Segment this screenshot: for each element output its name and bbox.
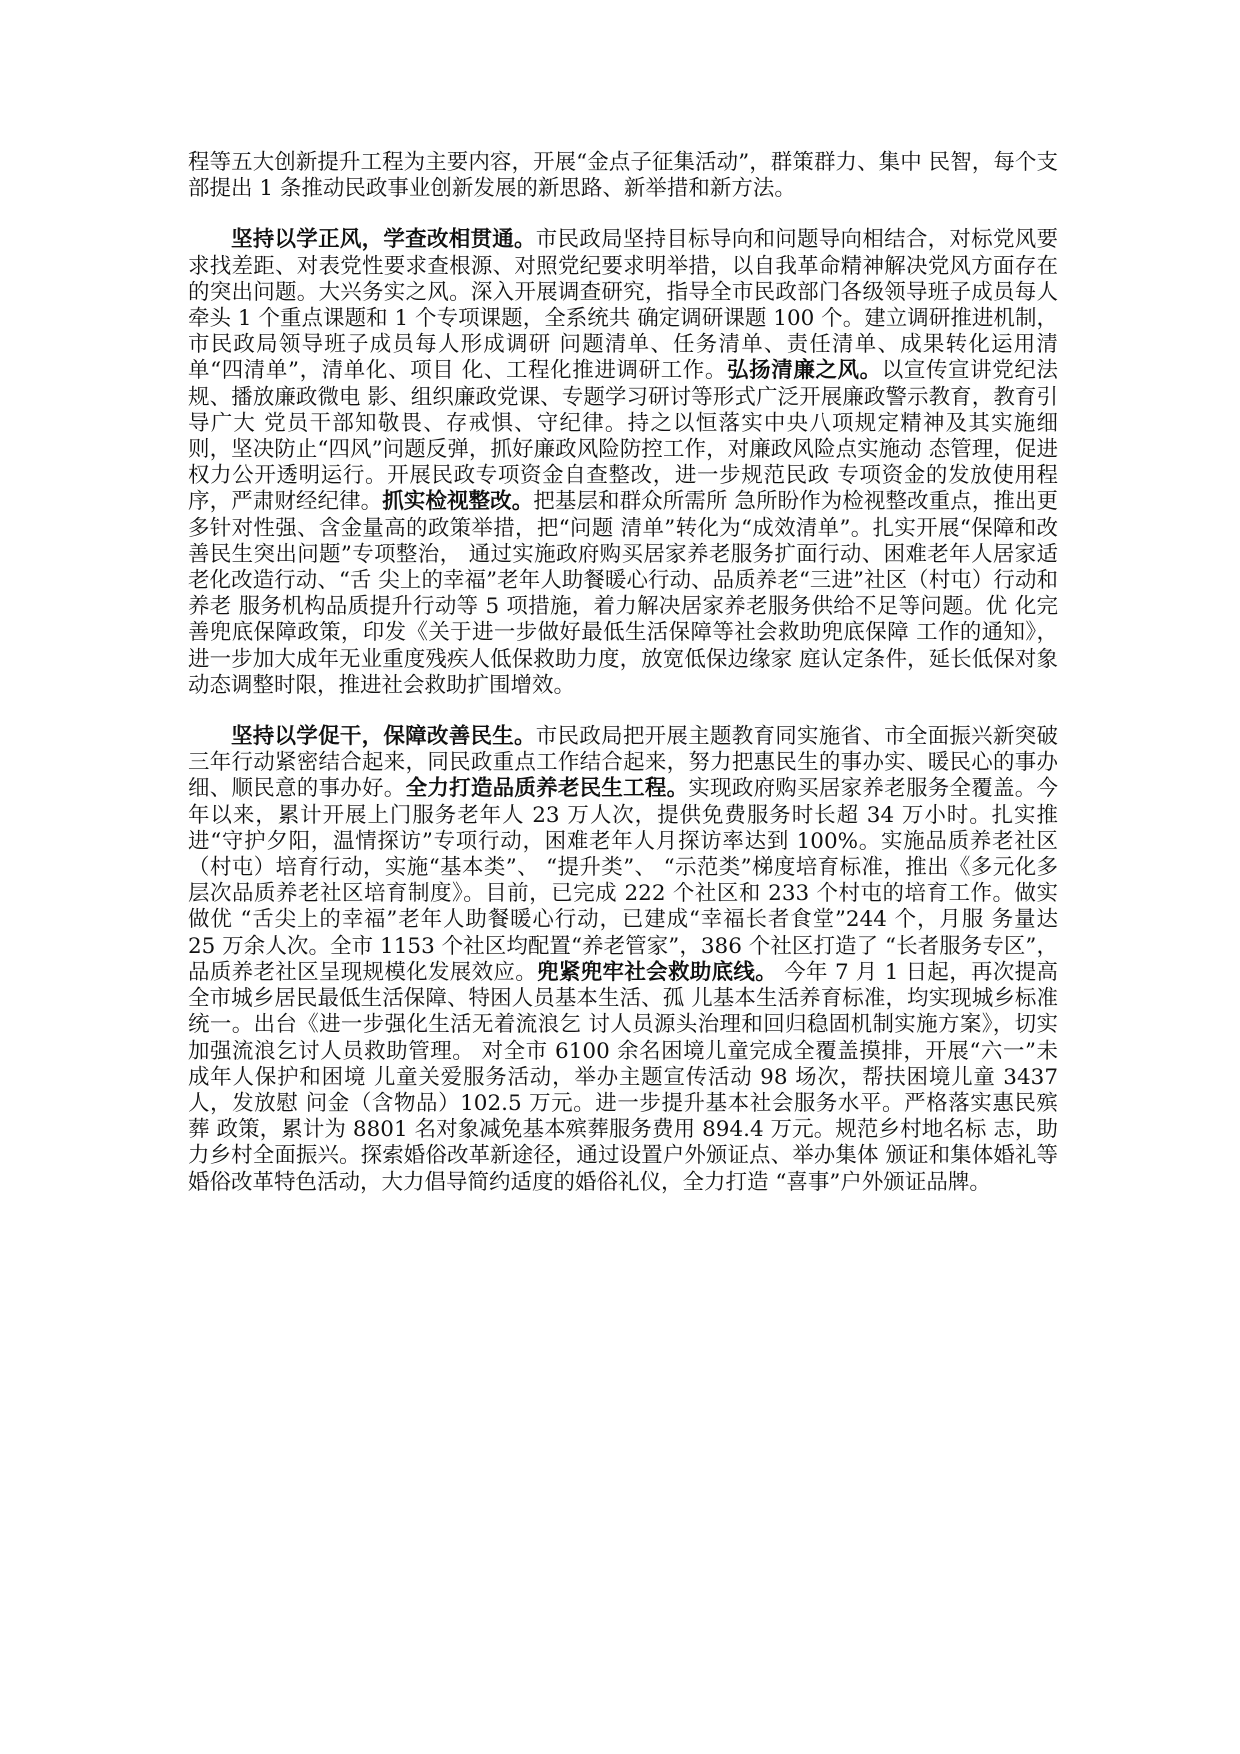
- paragraph-rectify-style: [188, 227, 1058, 699]
- body-text: 以宣传宣讲党纪法规、播放廉政微电 影、组织廉政党课、专题学习研讨等形式广泛开展廉政警示教育，教育引导广大 党员干部知敬畏、存戒惧、守纪律。持之以恒落实中央八项规定精神及其实施细 则，坚决防止“四风”问题反弹，抓好廉政风险防控工作，对廉政风险点实施动 态管理，促进权力公开透明运行。开展民政专项资金自查整改，进一步规范民政 专项资金的发放使用程序，严肃财经纪律。: [188, 358, 1058, 515]
- body-text: 今年 7 月 1 日起，再次提高全市城乡居民最低生活保障、特困人员基本生活、孤 儿基本生活养育标准，均实现城乡标准统一。出台《进一步强化生活无着流浪乞 讨人员源头治理和回归稳固机制实施方案》，切实加强流浪乞讨人员救助管理。 对全市 6100 余名困境儿童完成全覆盖摸排，开展“六一”未成年人保护和困境 儿童关爱服务活动，举办主题宣传活动 98 场次，帮扶困境儿童 3437 人，发放慰 问金（含物品）102.5 万元。进一步提升基本社会服务水平。严格落实惠民殡葬 政策，累计为 8801 名对象减免基本殡葬服务费用 894.4 万元。规范乡村地名标 志，助力乡村全面振兴。探索婚俗改革新途径，通过设置户外颁证点、举办集体 颁证和集体婚礼等婚俗改革特色活动，大力倡导简约适度的婚俗礼仪，全力打造 “喜事”户外颁证品牌。: [188, 959, 1058, 1195]
- body-text: 程等五大创新提升工程为主要内容，开展“金点子征集活动”，群策群力、集中 民智，每个支部提出 1 条推动民政事业创新发展的新思路、新举措和新方法。: [188, 150, 1058, 202]
- paragraph-continuation: [188, 150, 1058, 202]
- body-text: 实现政府购买居家养老服务全覆盖。今年以来，累计开展上门服务老年人 23 万人次，提供免费服务时长超 34 万小时。扎实推进“守护夕阳，温情探访”专项行动，困难老年人月探访率达到 100%。实施品质养老社区（村屯）培育行动，实施“基本类”、 “提升类”、 “示范类”梯度培育标准，推出《多元化多层次品质养老社区培育制度》。目前，已完成 222 个社区和 233 个村屯的培育工作。做实做优 “舌尖上的幸福”老年人助餐暖心行动，已建成“幸福长者食堂”244 个，月服 务量达 25 万余人次。全市 1153 个社区均配置“养老管家”，386 个社区打造了 “长者服务专区”，品质养老社区呈现规模化发展效应。: [188, 776, 1058, 985]
- body-text: 把基层和群众所需所 急所盼作为检视整改重点，推出更多针对性强、含金量高的政策举措，把“问题 清单”转化为“成效清单”。扎实开展“保障和改善民生突出问题”专项整治， 通过实施政府购买居家养老服务扩面行动、困难老年人居家适老化改造行动、“舌 尖上的幸福”老年人助餐暖心行动、品质养老“三进”社区（村屯）行动和养老 服务机构品质提升行动等 5 项措施，着力解决居家养老服务供给不足等问题。优 化完善兜底保障政策，印发《关于进一步做好最低生活保障等社会救助兜底保障 工作的通知》，进一步加大成年无业重度残疾人低保救助力度，放宽低保边缘家 庭认定条件，延长低保对象动态调整时限，推进社会救助扩围增效。: [188, 489, 1058, 698]
- body-text: 市民政局坚持目标导向和问题导向相结合，对标党风要求找差距、对表党性要求查根源、对照党纪要求明举措，以自我革命精神解决党风方面存在的突出问题。大兴务实之风。深入开展调查研究，指导全市民政部门各级领导班子成员每人牵头 1 个重点课题和 1 个专项课题，全系统共 确定调研课题 100 个。建立调研推进机制，市民政局领导班子成员每人形成调研 问题清单、任务清单、责任清单、成果转化运用清单“四清单”，清单化、项目 化、工程化推进调研工作。: [188, 227, 1058, 384]
- heading-elderly-care: 全力打造品质养老民生工程。: [405, 776, 689, 802]
- heading-livelihood: 坚持以学促干，保障改善民生。: [231, 724, 536, 750]
- heading-integrity: 弘扬清廉之风。: [727, 358, 882, 384]
- paragraph-livelihood: [188, 724, 1058, 1196]
- document-page: [188, 150, 1058, 1196]
- heading-rectify-style: 坚持以学正风，学查改相贯通。: [231, 227, 536, 253]
- heading-social-assistance: 兜紧兜牢社会救助底线。: [537, 959, 778, 985]
- body-text: 市民政局把开展主题教育同实施省、市全面振兴新突破三年行动紧密结合起来，同民政重点工作结合起来，努力把惠民生的事办实、暖民心的事办细、顺民意的事办好。: [188, 724, 1058, 802]
- heading-inspection: 抓实检视整改。: [382, 489, 534, 515]
